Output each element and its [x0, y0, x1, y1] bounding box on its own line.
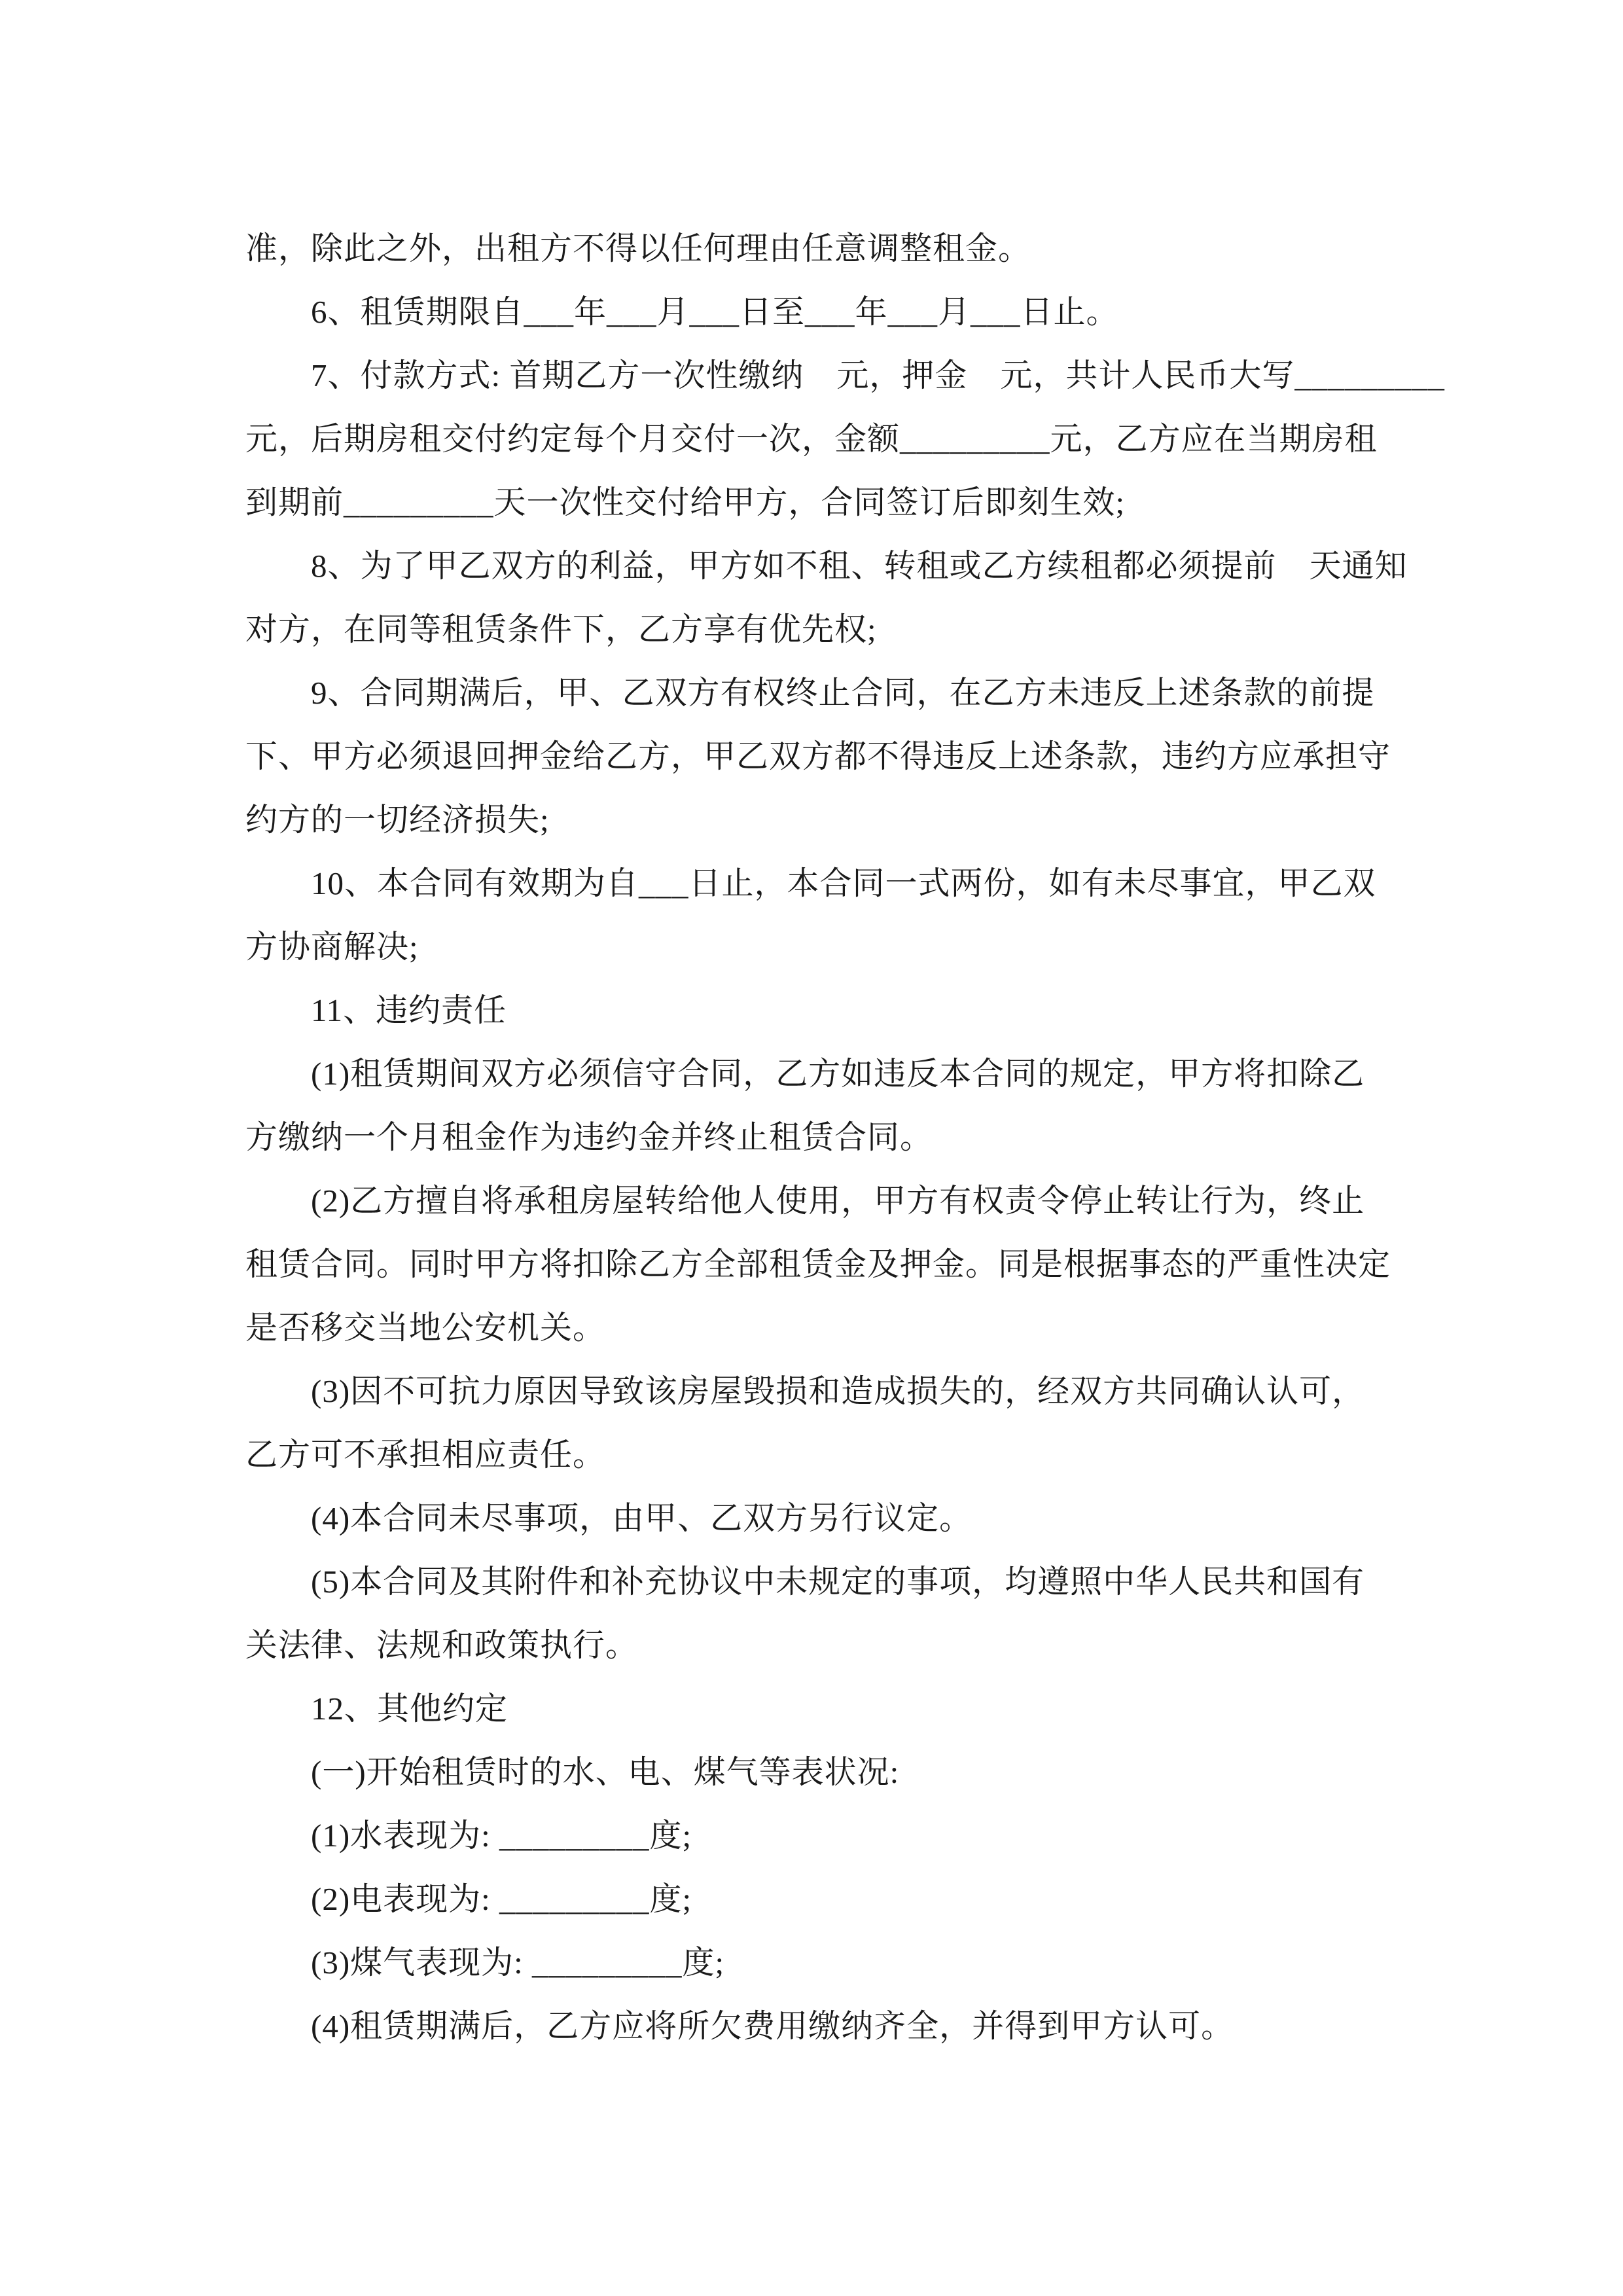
- contract-line-24: 12、其他约定: [245, 1691, 508, 1727]
- contract-line-27: (2)电表现为: _________度;: [245, 1881, 692, 1917]
- contract-line-12: 方协商解决;: [245, 929, 419, 965]
- contract-line-16: (2)乙方擅自将承租房屋转给他人使用，甲方有权责令停止转让行为，终止: [245, 1183, 1365, 1219]
- contract-line-8: 9、合同期满后，甲、乙双方有权终止合同，在乙方未违反上述条款的前提: [245, 675, 1375, 711]
- contract-line-18: 是否移交当地公安机关。: [245, 1310, 606, 1346]
- contract-line-29: (4)租赁期满后，乙方应将所欠费用缴纳齐全，并得到甲方认可。: [245, 2008, 1234, 2044]
- contract-line-2: 6、租赁期限自___年___月___日至___年___月___日止。: [245, 294, 1119, 330]
- contract-line-5: 到期前_________天一次性交付给甲方，合同签订后即刻生效;: [245, 484, 1126, 520]
- contract-line-19: (3)因不可抗力原因导致该房屋毁损和造成损失的，经双方共同确认认可，: [245, 1373, 1365, 1409]
- contract-line-23: 关法律、法规和政策执行。: [245, 1627, 639, 1663]
- contract-line-11: 10、本合同有效期为自___日止，本合同一式两份，如有未尽事宜，甲乙双: [245, 865, 1376, 901]
- contract-text-block: [245, 0, 1445, 2296]
- contract-line-7: 对方，在同等租赁条件下，乙方享有优先权;: [245, 611, 877, 647]
- contract-line-20: 乙方可不承担相应责任。: [245, 1437, 606, 1473]
- contract-line-6: 8、为了甲乙双方的利益，甲方如不租、转租或乙方续租都必须提前 天通知: [245, 548, 1408, 584]
- contract-line-13: 11、违约责任: [245, 992, 507, 1028]
- contract-line-26: (1)水表现为: _________度;: [245, 1818, 692, 1854]
- contract-line-22: (5)本合同及其附件和补充协议中未规定的事项，均遵照中华人民共和国有: [245, 1564, 1365, 1600]
- contract-line-9: 下、甲方必须退回押金给乙方，甲乙双方都不得违反上述条款，违约方应承担守: [245, 738, 1391, 774]
- contract-line-4: 元，后期房租交付约定每个月交付一次，金额_________元，乙方应在当期房租: [245, 421, 1378, 457]
- contract-line-14: (1)租赁期间双方必须信守合同，乙方如违反本合同的规定，甲方将扣除乙: [245, 1056, 1365, 1092]
- contract-line-3: 7、付款方式: 首期乙方一次性缴纳 元，押金 元，共计人民币大写_________: [245, 357, 1445, 393]
- contract-line-28: (3)煤气表现为: _________度;: [245, 1945, 725, 1981]
- contract-line-10: 约方的一切经济损失;: [245, 802, 550, 838]
- contract-line-17: 租赁合同。同时甲方将扣除乙方全部租赁金及押金。同是根据事态的严重性决定: [245, 1246, 1391, 1282]
- contract-line-1: 准，除此之外，出租方不得以任何理由任意调整租金。: [245, 230, 1031, 266]
- contract-line-15: 方缴纳一个月租金作为违约金并终止租赁合同。: [245, 1119, 933, 1155]
- contract-line-25: (一)开始租赁时的水、电、煤气等表状况:: [245, 1754, 900, 1790]
- contract-line-21: (4)本合同未尽事项，由甲、乙双方另行议定。: [245, 1500, 972, 1536]
